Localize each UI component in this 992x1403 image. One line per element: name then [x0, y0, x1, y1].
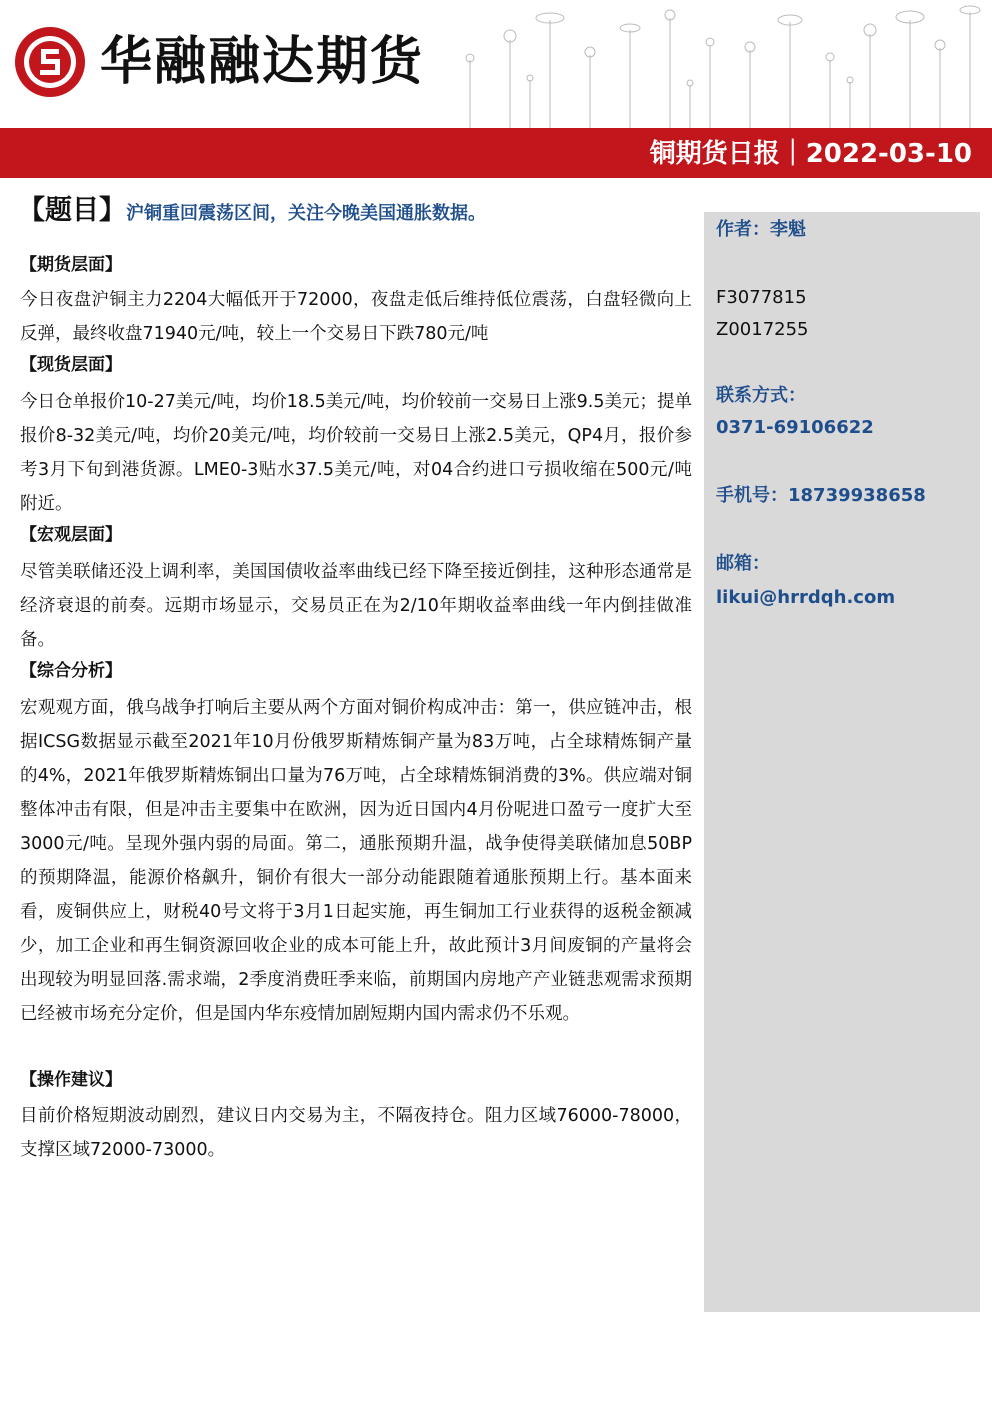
page-header	[0, 0, 992, 128]
headline-label: 【题目】	[18, 195, 126, 226]
company-logo-icon	[12, 24, 88, 100]
report-headline	[18, 188, 486, 227]
email-address[interactable]: likui@hrrdqh.com	[716, 587, 896, 608]
mobile-number: 手机号：18739938658	[716, 485, 926, 506]
company-logo-text: 华融融达期货	[100, 32, 425, 92]
section-heading-futures: 【期货层面】	[20, 255, 122, 275]
certificate-number-2: Z0017255	[716, 319, 809, 340]
header-decoration	[440, 0, 992, 128]
section-body-advice: 目前价格短期波动剧烈，建议日内交易为主，不隔夜持仓。阻力区域76000-78000，支撑区域72000-73000。	[20, 1106, 692, 1160]
author-name: 作者：李魁	[716, 219, 806, 240]
report-title: 铜期货日报｜2022-03-10	[649, 139, 972, 169]
section-body-macro: 尽管美联储还没上调利率，美国国债收益率曲线已经下降至接近倒挂，这种形态通常是经济衰退的前奏。远期市场显示，交易员正在为2/10年期收益率曲线一年内倒挂做准备。	[20, 562, 692, 650]
contact-phone: 0371-69106622	[716, 417, 874, 438]
section-body-spot: 今日仓单报价10-27美元/吨，均价18.5美元/吨，均价较前一交易日上涨9.5美元；提单报价8-32美元/吨，均价20美元/吨，均价较前一交易日上涨2.5美元，QP4月，报价参考3月下旬到港货源。LME0-3贴水37.5美元/吨，对04合约进口亏损收缩在500元/吨附近。	[20, 392, 692, 514]
section-heading-macro: 【宏观层面】	[20, 525, 122, 545]
section-heading-spot: 【现货层面】	[20, 355, 122, 375]
section-body-futures: 今日夜盘沪铜主力2204大幅低开于72000，夜盘走低后维持低位震荡，白盘轻微向上反弹，最终收盘71940元/吨，较上一个交易日下跌780元/吨	[20, 290, 692, 344]
section-heading-advice: 【操作建议】	[20, 1070, 122, 1090]
contact-label: 联系方式：	[716, 385, 806, 406]
certificate-number-1: F3077815	[716, 287, 807, 308]
email-label: 邮箱：	[716, 553, 770, 574]
section-body-analysis: 宏观观方面，俄乌战争打响后主要从两个方面对铜价构成冲击：第一，供应链冲击，根据ICSG数据显示截至2021年10月份俄罗斯精炼铜产量为83万吨，占全球精炼铜产量的4%，2021年俄罗斯精炼铜出口量为76万吨，占全球精炼铜消费的3%。供应端对铜整体冲击有限，但是冲击主要集中在欧洲，因为近日国内4月份呢进口盈亏一度扩大至3000元/吨。呈现外强内弱的局面。第二，通胀预期升温，战争使得美联储加息50BP的预期降温，能源价格飙升，铜价有很大一部分动能跟随着通胀预期上行。基本面来看，废铜供应上，财税40号文将于3月1日起实施，再生铜加工行业获得的返税金额减少，加工企业和再生铜资源回收企业的成本可能上升，故此预计3月间废铜的产量将会出现较为明显回落.需求端，2季度消费旺季来临，前期国内房地产产业链悲观需求预期已经被市场充分定价，但是国内华东疫情加剧短期内国内需求仍不乐观。	[20, 698, 692, 1024]
author-sidebar	[704, 212, 980, 1312]
headline-text: 沪铜重回震荡区间，关注今晚美国通胀数据。	[126, 203, 486, 224]
section-heading-analysis: 【综合分析】	[20, 661, 122, 681]
